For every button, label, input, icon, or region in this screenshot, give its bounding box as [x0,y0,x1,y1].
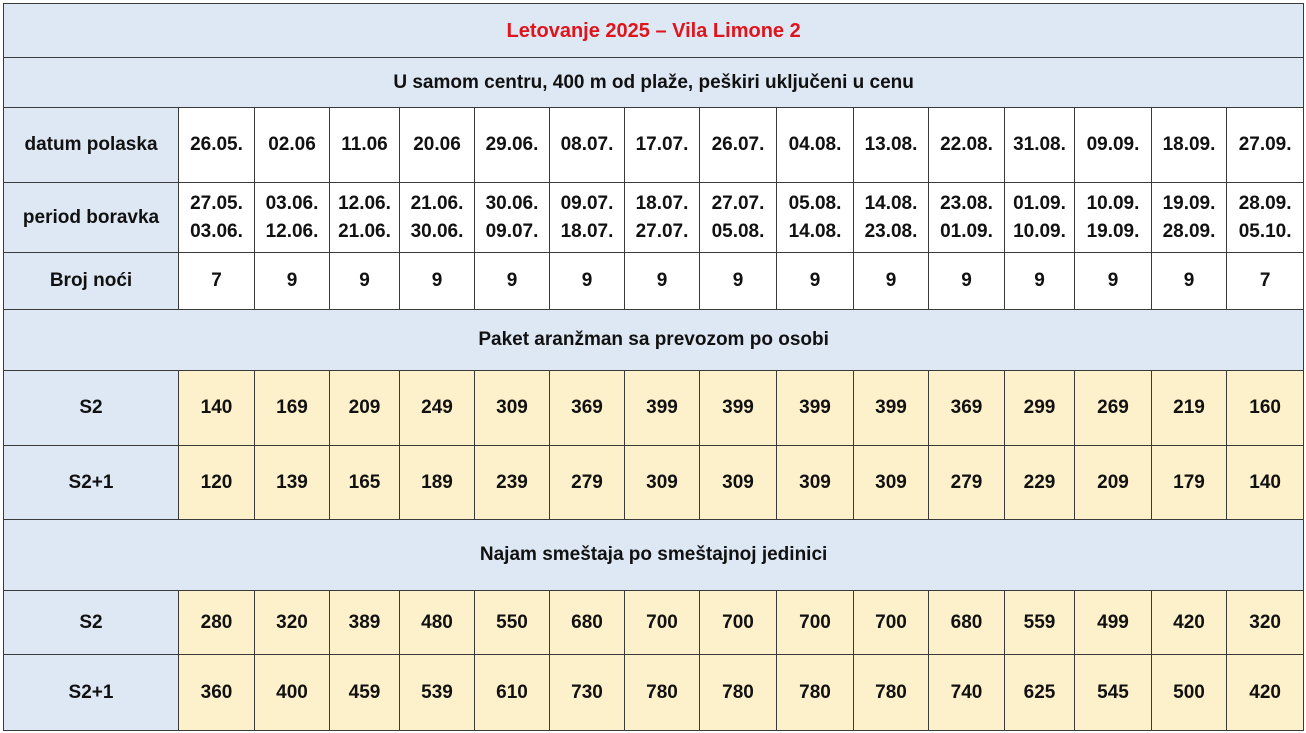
nights-cell: 9 [550,253,625,310]
period-to: 23.08. [864,220,918,242]
period-cell [1227,183,1304,253]
nights-cell: 9 [1152,253,1227,310]
price-cell: 399 [777,371,854,446]
price-cell: 539 [400,655,475,731]
price-cell: 239 [475,446,550,520]
departure-row [4,108,1304,183]
period-from: 18.07. [635,192,689,214]
price-cell: 140 [1227,446,1304,520]
price-cell: 320 [255,591,330,655]
price-cell: 140 [179,371,255,446]
table-subtitle: U samom centru, 400 m od plaže, peškiri uključeni u cenu [4,58,1304,108]
price-cell: 179 [1152,446,1227,520]
price-cell: 610 [475,655,550,731]
nights-cell: 9 [625,253,700,310]
nights-cell: 9 [400,253,475,310]
period-cell [255,183,330,253]
nights-cell: 7 [179,253,255,310]
departure-date-cell: 11.06 [330,108,400,183]
package-row-s2 [4,371,1304,446]
period-to: 30.06. [410,220,464,242]
period-to: 05.10. [1238,220,1292,242]
price-cell: 279 [929,446,1005,520]
price-cell: 559 [1005,591,1075,655]
price-cell: 680 [550,591,625,655]
departure-date-cell: 08.07. [550,108,625,183]
row-label: S2 [4,371,179,446]
nights-cell: 9 [475,253,550,310]
period-from: 27.05. [190,192,243,214]
price-cell: 400 [255,655,330,731]
price-cell: 320 [1227,591,1304,655]
price-cell: 309 [777,446,854,520]
period-cell [854,183,929,253]
period-from: 10.09. [1086,192,1140,214]
price-cell: 279 [550,446,625,520]
price-cell: 369 [929,371,1005,446]
package-section-heading: Paket aranžman sa prevozom po osobi [4,310,1304,371]
nights-cell: 9 [854,253,929,310]
departure-date-cell: 31.08. [1005,108,1075,183]
price-cell: 309 [475,371,550,446]
price-cell: 625 [1005,655,1075,731]
rental-section-heading: Najam smeštaja po smeštajnoj jedinici [4,520,1304,591]
price-cell: 420 [1152,591,1227,655]
price-cell: 730 [550,655,625,731]
period-label: period boravka [4,183,179,253]
price-cell: 499 [1075,591,1152,655]
row-label: S2+1 [4,446,179,520]
period-from: 19.09. [1162,192,1216,214]
period-cell [400,183,475,253]
nights-cell: 9 [700,253,777,310]
departure-date-cell: 09.09. [1075,108,1152,183]
period-cell [929,183,1005,253]
nights-row [4,253,1304,310]
price-cell: 700 [777,591,854,655]
period-cell [475,183,550,253]
departure-date-cell: 26.05. [179,108,255,183]
departure-date-cell: 22.08. [929,108,1005,183]
price-cell: 189 [400,446,475,520]
price-cell: 360 [179,655,255,731]
nights-cell: 9 [1075,253,1152,310]
price-cell: 680 [929,591,1005,655]
price-cell: 369 [550,371,625,446]
period-to: 09.07. [485,220,539,242]
departure-date-cell: 17.07. [625,108,700,183]
price-cell: 780 [777,655,854,731]
price-cell: 309 [700,446,777,520]
price-cell: 420 [1227,655,1304,731]
price-cell: 500 [1152,655,1227,731]
price-cell: 299 [1005,371,1075,446]
rental-row-s2-1 [4,655,1304,731]
period-cell [330,183,400,253]
price-cell: 165 [330,446,400,520]
price-cell: 399 [700,371,777,446]
price-cell: 480 [400,591,475,655]
price-cell: 139 [255,446,330,520]
departure-date-cell: 27.09. [1227,108,1304,183]
period-to: 28.09. [1162,220,1216,242]
period-row [4,183,1304,253]
period-cell [179,183,255,253]
departure-date-cell: 18.09. [1152,108,1227,183]
price-cell: 309 [854,446,929,520]
price-cell: 550 [475,591,550,655]
nights-cell: 9 [1005,253,1075,310]
nights-cell: 7 [1227,253,1304,310]
price-table [3,3,1304,731]
price-cell: 780 [854,655,929,731]
rental-row-s2 [4,591,1304,655]
period-from: 28.09. [1238,192,1292,214]
departure-date-cell: 04.08. [777,108,854,183]
price-cell: 160 [1227,371,1304,446]
nights-cell: 9 [330,253,400,310]
price-cell: 740 [929,655,1005,731]
period-from: 21.06. [410,192,464,214]
period-from: 05.08. [788,192,842,214]
price-cell: 209 [330,371,400,446]
nights-cell: 9 [929,253,1005,310]
period-to: 12.06. [265,220,319,242]
period-cell [550,183,625,253]
period-cell [1075,183,1152,253]
period-to: 21.06. [338,220,391,242]
row-label: S2+1 [4,655,179,731]
price-cell: 399 [625,371,700,446]
price-cell: 459 [330,655,400,731]
period-to: 18.07. [560,220,614,242]
period-to: 03.06. [190,220,243,242]
period-cell [777,183,854,253]
price-cell: 219 [1152,371,1227,446]
nights-cell: 9 [777,253,854,310]
row-label: S2 [4,591,179,655]
period-to: 14.08. [788,220,842,242]
departure-date-cell: 26.07. [700,108,777,183]
period-from: 09.07. [560,192,614,214]
departure-date-cell: 13.08. [854,108,929,183]
price-cell: 545 [1075,655,1152,731]
price-cell: 280 [179,591,255,655]
period-from: 14.08. [864,192,918,214]
price-cell: 389 [330,591,400,655]
price-cell: 700 [854,591,929,655]
period-cell [700,183,777,253]
departure-date-cell: 29.06. [475,108,550,183]
departure-label: datum polaska [4,108,179,183]
price-cell: 309 [625,446,700,520]
period-cell [625,183,700,253]
period-cell [1152,183,1227,253]
period-to: 10.09. [1013,220,1066,242]
table-title: Letovanje 2025 – Vila Limone 2 [4,4,1304,58]
nights-cell: 9 [255,253,330,310]
price-cell: 780 [700,655,777,731]
price-cell: 209 [1075,446,1152,520]
period-from: 23.08. [940,192,993,214]
price-cell: 269 [1075,371,1152,446]
period-from: 03.06. [265,192,319,214]
price-cell: 120 [179,446,255,520]
period-from: 01.09. [1013,192,1066,214]
period-from: 27.07. [711,192,765,214]
period-to: 19.09. [1086,220,1140,242]
period-from: 12.06. [338,192,391,214]
departure-date-cell: 02.06 [255,108,330,183]
period-cell [1005,183,1075,253]
departure-date-cell: 20.06 [400,108,475,183]
nights-label: Broj noći [4,253,179,310]
price-cell: 169 [255,371,330,446]
price-cell: 249 [400,371,475,446]
period-from: 30.06. [485,192,539,214]
package-row-s2-1 [4,446,1304,520]
price-cell: 700 [625,591,700,655]
period-to: 05.08. [711,220,765,242]
price-cell: 780 [625,655,700,731]
price-cell: 399 [854,371,929,446]
price-cell: 700 [700,591,777,655]
period-to: 27.07. [635,220,689,242]
period-to: 01.09. [940,220,993,242]
price-cell: 229 [1005,446,1075,520]
